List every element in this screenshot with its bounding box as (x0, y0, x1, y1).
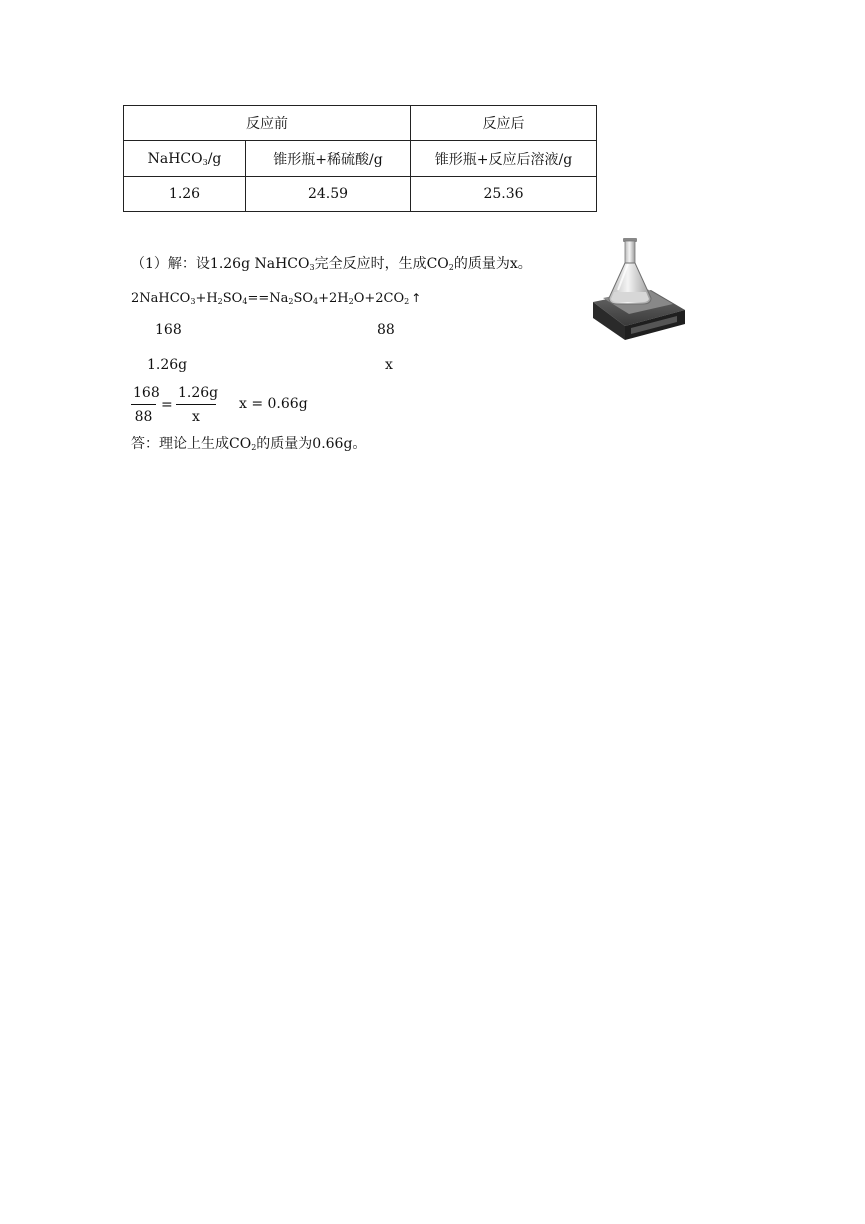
molar-mass-left: 168 (155, 322, 182, 338)
chemical-equation: $2NaHCO_3+H_2SO_4==Na_2SO_4+2H_2O+2CO_2$ ↑ (131, 291, 422, 306)
conical-flask-icon (609, 238, 651, 304)
flask-on-balance-image (585, 234, 689, 346)
fraction-given-numerator: 1.26g (176, 384, 216, 405)
equals-sign: = (161, 397, 173, 413)
gas-arrow-icon: ↑ (411, 291, 422, 305)
result-value: x = 0.66g (239, 396, 308, 412)
col-flask-solution-header: 锥形瓶+反应后溶液/g (411, 141, 597, 177)
fraction-molar-numerator: 168 (131, 384, 156, 405)
molar-mass-right: 88 (377, 322, 395, 338)
data-table (123, 105, 597, 212)
table-row (124, 177, 597, 212)
header-after-reaction: 反应后 (411, 106, 597, 141)
col-flask-acid-header: 锥形瓶+稀硫酸/g (246, 141, 411, 177)
fraction-given (176, 384, 219, 426)
table-subheader-row (124, 141, 597, 177)
header-before-reaction: 反应前 (124, 106, 411, 141)
final-answer: 答：理论上生成$CO_2$的质量为0.66g。 (131, 436, 367, 452)
table-header-row (124, 106, 597, 141)
cell-nahco3-mass: 1.26 (124, 177, 246, 212)
given-mass-right: x (385, 357, 393, 373)
fraction-molar (131, 384, 160, 426)
cell-flask-solution-mass: 25.36 (411, 177, 597, 212)
cell-flask-acid-mass: 24.59 (246, 177, 411, 212)
fraction-given-denominator: x (192, 409, 200, 425)
col-nahco3-header: NaHCO$_3$/g (124, 141, 246, 177)
given-mass-left: 1.26g (147, 357, 188, 373)
solution-intro: （1）解：设1.26g NaHCO$_3$完全反应时，生成$CO_2$的质量为x。 (131, 256, 532, 272)
fraction-molar-denominator: 88 (134, 409, 153, 425)
